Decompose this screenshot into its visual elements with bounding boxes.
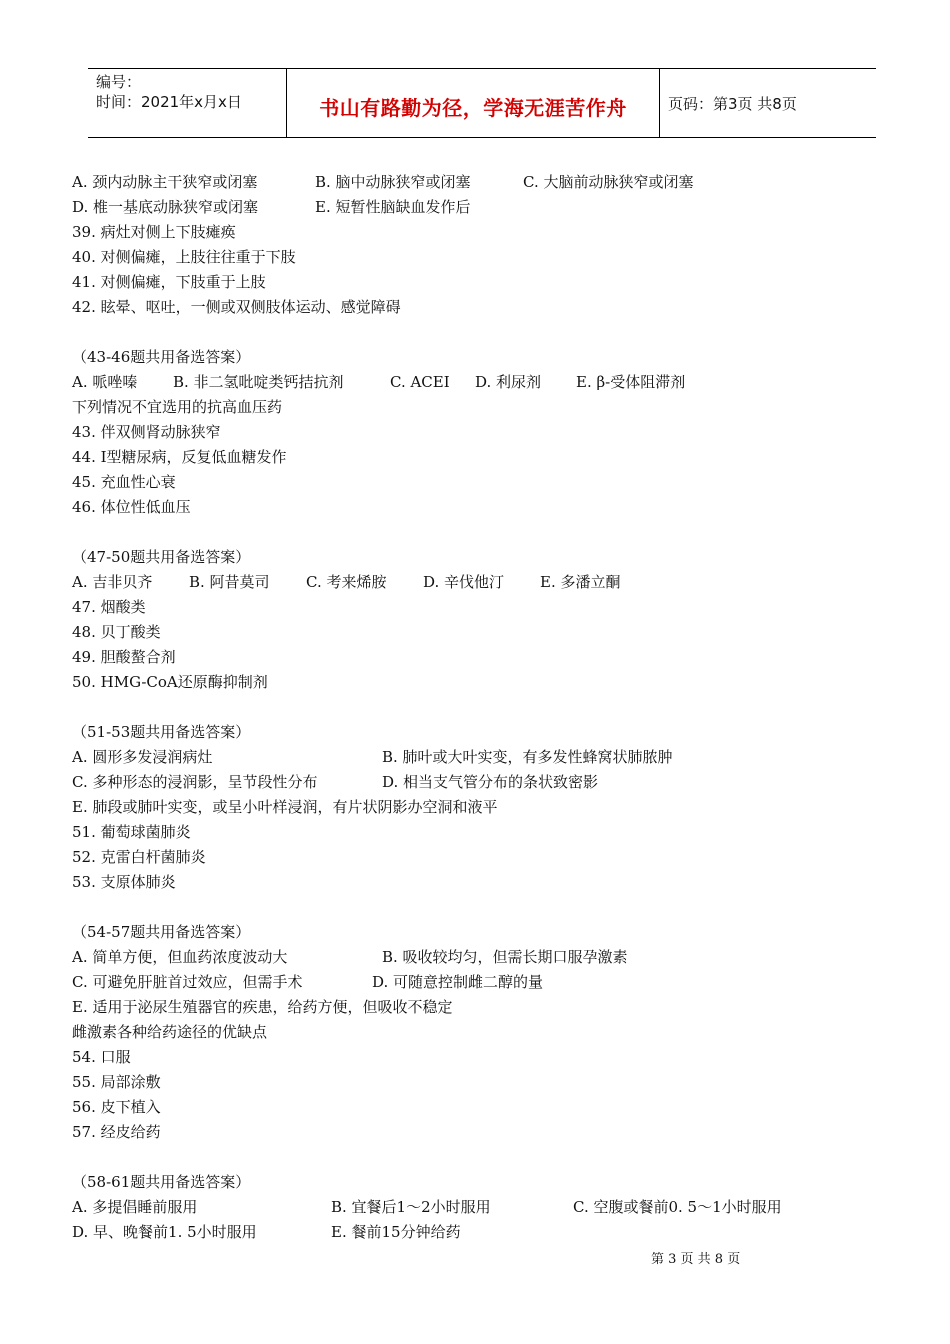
option-a: A. 颈内动脉主干狭窄或闭塞 — [72, 173, 258, 191]
option-d: D. 相当支气管分布的条状致密影 — [382, 773, 599, 791]
option-d: D. 辛伐他汀 — [423, 573, 505, 591]
question-item: 56. 皮下植入 — [72, 1098, 161, 1116]
question-item: 49. 胆酸螯合剂 — [72, 648, 176, 666]
option-c: C. 大脑前动脉狭窄或闭塞 — [523, 173, 694, 191]
option-b: B. 肺叶或大叶实变，有多发性蜂窝状肺脓肿 — [382, 748, 673, 766]
question-item: 44. Ⅰ型糖尿病，反复低血糖发作 — [72, 448, 287, 466]
section-title: （58-61题共用备选答案） — [72, 1173, 251, 1191]
question-item: 54. 口服 — [72, 1048, 131, 1066]
option-c: C. 可避免肝脏首过效应，但需手术 — [72, 973, 303, 991]
option-b: B. 脑中动脉狭窄或闭塞 — [315, 173, 471, 191]
question-item: 45. 充血性心衰 — [72, 473, 176, 491]
page-header — [88, 68, 876, 138]
time-label: 时间：2021年x月x日 — [96, 93, 242, 111]
section-title: （54-57题共用备选答案） — [72, 923, 251, 941]
question-item: 41. 对侧偏瘫，下肢重于上肢 — [72, 273, 266, 291]
section-title: （43-46题共用备选答案） — [72, 348, 251, 366]
options-row — [72, 770, 872, 795]
page-footer: 第 3 页 共 8 页 — [651, 1252, 741, 1267]
option-e: E. β-受体阻滞剂 — [576, 373, 686, 391]
option-d: D. 早、晚餐前1. 5小时服用 — [72, 1223, 257, 1241]
option-c: C. 考来烯胺 — [306, 573, 387, 591]
options-row — [72, 370, 872, 395]
question-item: 50. HMG-CoA还原酶抑制剂 — [72, 673, 268, 691]
option-e: E. 餐前15分钟给药 — [331, 1223, 461, 1241]
question-stem: 雌激素各种给药途径的优缺点 — [72, 1023, 268, 1041]
question-item: 42. 眩晕、呕吐，一侧或双侧肢体运动、感觉障碍 — [72, 298, 401, 316]
options-row — [72, 1195, 872, 1220]
options-row — [72, 195, 872, 220]
question-item: 51. 葡萄球菌肺炎 — [72, 823, 191, 841]
header-meta — [88, 69, 287, 137]
question-stem: 下列情况不宜选用的抗高血压药 — [72, 398, 283, 416]
option-d: D. 利尿剂 — [475, 373, 542, 391]
option-b: B. 阿昔莫司 — [189, 573, 270, 591]
option-a: A. 圆形多发浸润病灶 — [72, 748, 213, 766]
document-body — [72, 170, 872, 1245]
option-a: A. 多提倡睡前服用 — [72, 1198, 198, 1216]
options-row — [72, 570, 872, 595]
question-item: 39. 病灶对侧上下肢瘫痪 — [72, 223, 236, 241]
question-item: 52. 克雷白杆菌肺炎 — [72, 848, 206, 866]
header-page-info: 页码：第3页 共8页 — [668, 94, 797, 113]
question-item: 48. 贝丁酸类 — [72, 623, 161, 641]
option-a: A. 吉非贝齐 — [72, 573, 153, 591]
section-title: （47-50题共用备选答案） — [72, 548, 251, 566]
options-row — [72, 970, 872, 995]
option-c: C. 多种形态的浸润影，呈节段性分布 — [72, 773, 318, 791]
option-c: C. 空腹或餐前0. 5～1小时服用 — [573, 1198, 782, 1216]
number-label: 编号： — [96, 73, 142, 91]
option-a: A. 简单方便，但血药浓度波动大 — [72, 948, 288, 966]
question-item: 43. 伴双侧肾动脉狭窄 — [72, 423, 221, 441]
option-b: B. 吸收较均匀，但需长期口服孕激素 — [382, 948, 628, 966]
option-b: B. 非二氢吡啶类钙拮抗剂 — [173, 373, 344, 391]
question-item: 53. 支原体肺炎 — [72, 873, 176, 891]
option-e: E. 适用于泌尿生殖器官的疾患，给药方便，但吸收不稳定 — [72, 998, 453, 1016]
question-item: 46. 体位性低血压 — [72, 498, 191, 516]
options-row — [72, 745, 872, 770]
section-title: （51-53题共用备选答案） — [72, 723, 251, 741]
option-a: A. 哌唑嗪 — [72, 373, 138, 391]
options-row — [72, 170, 872, 195]
option-e: E. 短暂性脑缺血发作后 — [315, 198, 471, 216]
question-item: 57. 经皮给药 — [72, 1123, 161, 1141]
question-item: 55. 局部涂敷 — [72, 1073, 161, 1091]
option-c: C. ACEI — [390, 373, 450, 391]
question-item: 47. 烟酸类 — [72, 598, 146, 616]
option-b: B. 宜餐后1～2小时服用 — [331, 1198, 491, 1216]
question-item: 40. 对侧偏瘫，上肢往往重于下肢 — [72, 248, 296, 266]
header-motto: 书山有路勤为径，学海无涯苦作舟 — [287, 69, 660, 137]
option-e: E. 多潘立酮 — [540, 573, 621, 591]
options-row — [72, 1220, 872, 1245]
option-e: E. 肺段或肺叶实变，或呈小叶样浸润，有片状阴影办空洞和液平 — [72, 798, 498, 816]
options-row — [72, 945, 872, 970]
option-d: D. 椎一基底动脉狭窄或闭塞 — [72, 198, 259, 216]
option-d: D. 可随意控制雌二醇的量 — [372, 973, 544, 991]
